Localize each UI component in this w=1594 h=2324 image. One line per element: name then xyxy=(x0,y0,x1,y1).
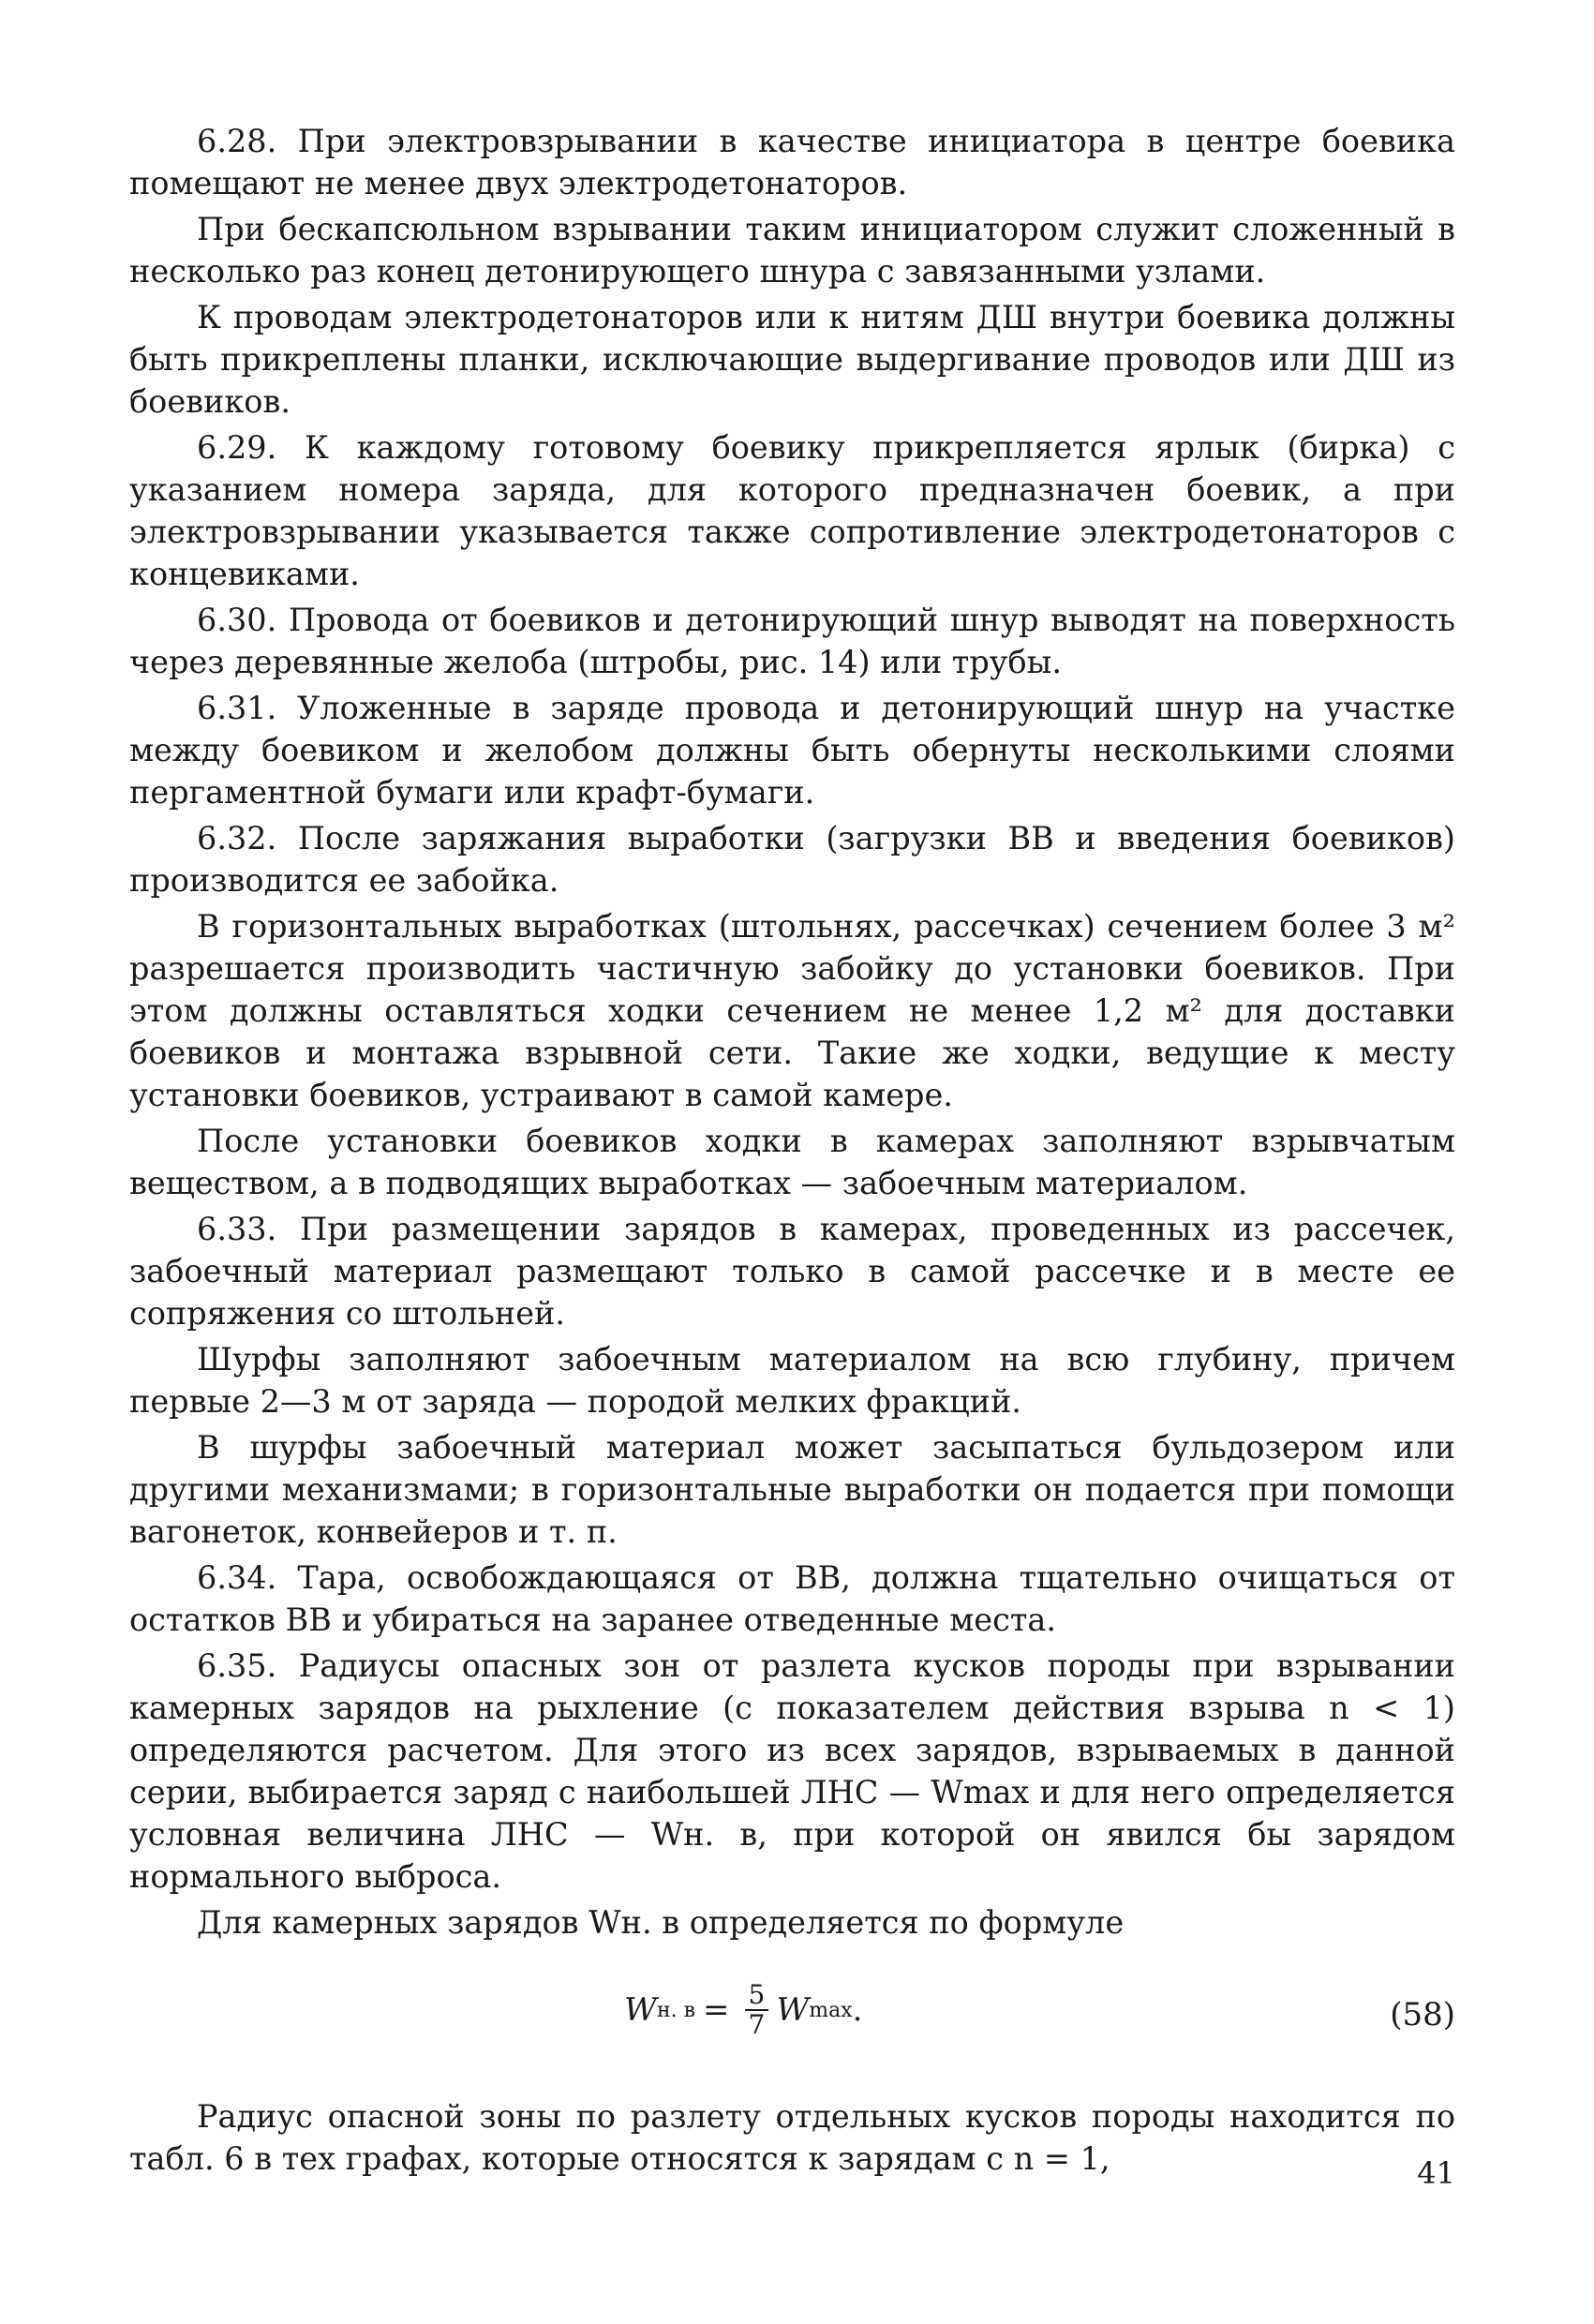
paragraph-6-28: 6.28. При электровзрывании в качестве инициатора в центре боевика помещают не менее двух электродетонаторов. xyxy=(129,123,1455,201)
formula-equals: = xyxy=(703,1991,730,2029)
paragraph-capless: При бескапсюльном взрывании таким инициатором служит сложенный в несколько раз конец детонирующего шнура с завязанными узлами. xyxy=(129,211,1455,290)
formula-58 xyxy=(129,1960,1455,2071)
paragraph-6-32: 6.32. После заряжания выработки (загрузки ВВ и введения боевиков) производится ее забойка. xyxy=(129,820,1455,899)
formula-expression xyxy=(624,1981,862,2039)
paragraph-closing: Радиус опасной зоны по разлету отдельных кусков породы находится по табл. 6 в тех графах, которые относятся к зарядам с n = 1, xyxy=(129,2098,1455,2177)
formula-trail: . xyxy=(852,1991,863,2029)
formula-fraction xyxy=(745,1981,769,2039)
paragraph-6-30: 6.30. Провода от боевиков и детонирующий шнур выводят на поверхность через деревянные желоба (штробы, рис. 14) или трубы. xyxy=(129,602,1455,680)
page-body xyxy=(129,120,1455,2183)
formula-rhs-var: W xyxy=(776,1991,810,2029)
paragraph-6-29: 6.29. К каждому готовому боевику прикрепляется ярлык (бирка) с указанием номера заряда, для которого предназначен боевик, а при электровзрывании указывается также сопротивление электродетонаторов с концевиками. xyxy=(129,429,1455,592)
paragraph-formula-intro: Для камерных зарядов Wн. в определяется по формуле xyxy=(197,1904,1125,1941)
paragraph-horizontal: В горизонтальных выработках (штольнях, рассечках) сечением более 3 м² разрешается производить частичную забойку до установки боевиков. При этом должны оставляться ходки сечением не менее 1,2 м² для доставки боевиков и монтажа взрывной сети. Такие же ходки, ведущие к месту установки боевиков, устраивают в самой камере. xyxy=(129,908,1455,1113)
paragraph-wires: К проводам электродетонаторов или к нитям ДШ внутри боевика должны быть прикреплены планки, исключающие выдергивание проводов или ДШ из боевиков. xyxy=(129,299,1455,420)
formula-lhs-var: W xyxy=(624,1991,657,2029)
formula-lhs-sub: н. в xyxy=(656,1998,695,2022)
paragraph-6-33: 6.33. При размещении зарядов в камерах, проведенных из рассечек, забоечный материал размещают только в самой рассечке и в месте ее сопряжения со штольней. xyxy=(129,1211,1455,1332)
paragraph-6-35: 6.35. Радиусы опасных зон от разлета кусков породы при взрывании камерных зарядов на рыхление (с показателем действия взрыва n < 1) определяются расчетом. Для этого из всех зарядов, взрываемых в данной серии, выбирается заряд с наибольшей ЛНС — Wmax и для него определяется условная величина ЛНС — Wн. в, при которой он явился бы зарядом нормального выброса. xyxy=(129,1647,1455,1895)
paragraph-6-34: 6.34. Тара, освобождающаяся от ВВ, должна тщательно очищаться от остатков ВВ и убираться на заранее отведенные места. xyxy=(129,1559,1455,1638)
paragraph-6-31: 6.31. Уложенные в заряде провода и детонирующий шнур на участке между боевиком и желобом должны быть обернуты несколькими слоями пергаментной бумаги или крафт-бумаги. xyxy=(129,690,1455,811)
formula-number: (58) xyxy=(1390,1996,1455,2034)
formula-rhs-sub: max xyxy=(809,1998,853,2022)
paragraph-shafts: Шурфы заполняют забоечным материалом на всю глубину, причем первые 2—3 м от заряда — породой мелких фракций. xyxy=(129,1341,1455,1420)
paragraph-bulldozer: В шурфы забоечный материал может засыпаться бульдозером или другими механизмами; в горизонтальные выработки он подается при помощи вагонеток, конвейеров и т. п. xyxy=(129,1429,1455,1550)
paragraph-after-install: После установки боевиков ходки в камерах заполняют взрывчатым веществом, а в подводящих выработках — забоечным материалом. xyxy=(129,1123,1455,1201)
page-number: 41 xyxy=(1417,2155,1455,2191)
formula-numerator: 5 xyxy=(745,1981,769,2011)
formula-denominator: 7 xyxy=(748,2009,766,2040)
